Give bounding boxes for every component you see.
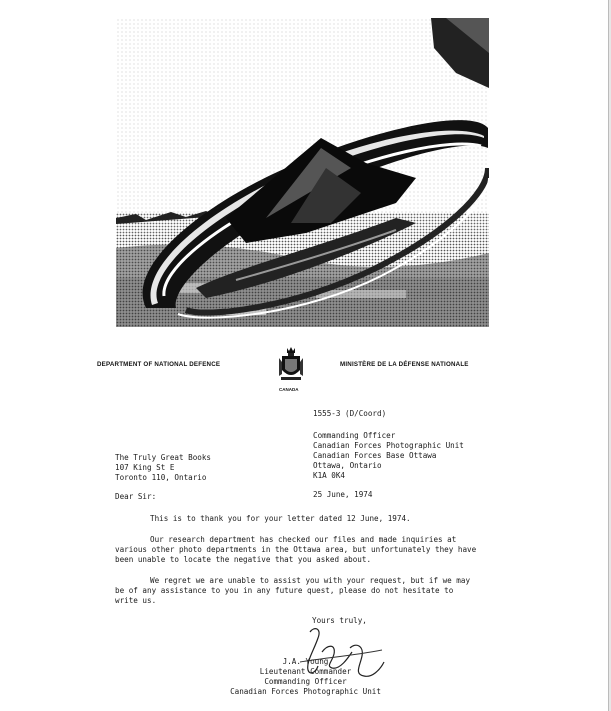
letter-date: 25 June, 1974	[313, 490, 373, 499]
sender-line: Ottawa, Ontario	[313, 461, 382, 470]
body-paragraph-3-line: We regret we are unable to assist you with your request, but if we may	[150, 576, 471, 585]
body-paragraph-2-line: various other photo departments in the Ottawa area, but unfortunately they have	[115, 545, 477, 554]
sender-line: Commanding Officer	[313, 431, 396, 440]
canada-coat-of-arms-icon	[278, 346, 304, 382]
recipient-line: Toronto 110, Ontario	[115, 473, 207, 482]
crest-caption: CANADA	[279, 387, 299, 392]
recipient-line: 107 King St E	[115, 463, 175, 472]
sender-line: K1A 0K4	[313, 471, 346, 480]
body-paragraph-3-line: write us.	[115, 596, 157, 605]
signatory-name: J.A. Young	[282, 657, 329, 666]
signatory-rank: Lieutenant Commander	[259, 667, 352, 676]
salutation: Dear Sir:	[115, 492, 157, 501]
page-edge-line	[608, 0, 609, 711]
sender-line: Canadian Forces Photographic Unit	[313, 441, 464, 450]
sender-line: Canadian Forces Base Ottawa	[313, 451, 437, 460]
body-paragraph-2-line: Our research department has checked our files and made inquiries at	[150, 535, 457, 544]
recipient-line: The Truly Great Books	[115, 453, 212, 462]
department-name-french: MINISTÈRE DE LA DÉFENSE NATIONALE	[340, 361, 469, 368]
signatory-title: Commanding Officer	[264, 677, 347, 686]
signatory-unit: Canadian Forces Photographic Unit	[230, 687, 381, 696]
ufo-photograph	[116, 18, 489, 327]
body-paragraph-2-line: been unable to locate the negative that you asked about.	[115, 555, 372, 564]
body-paragraph-3-line: be of any assistance to you in any future quest, please do not hesitate to	[115, 586, 454, 595]
body-paragraph-1: This is to thank you for your letter dated 12 June, 1974.	[150, 514, 411, 523]
file-reference: 1555-3 (D/Coord)	[313, 409, 387, 418]
department-name-english: DEPARTMENT OF NATIONAL DEFENCE	[97, 361, 221, 368]
closing: Yours truly,	[312, 616, 367, 625]
